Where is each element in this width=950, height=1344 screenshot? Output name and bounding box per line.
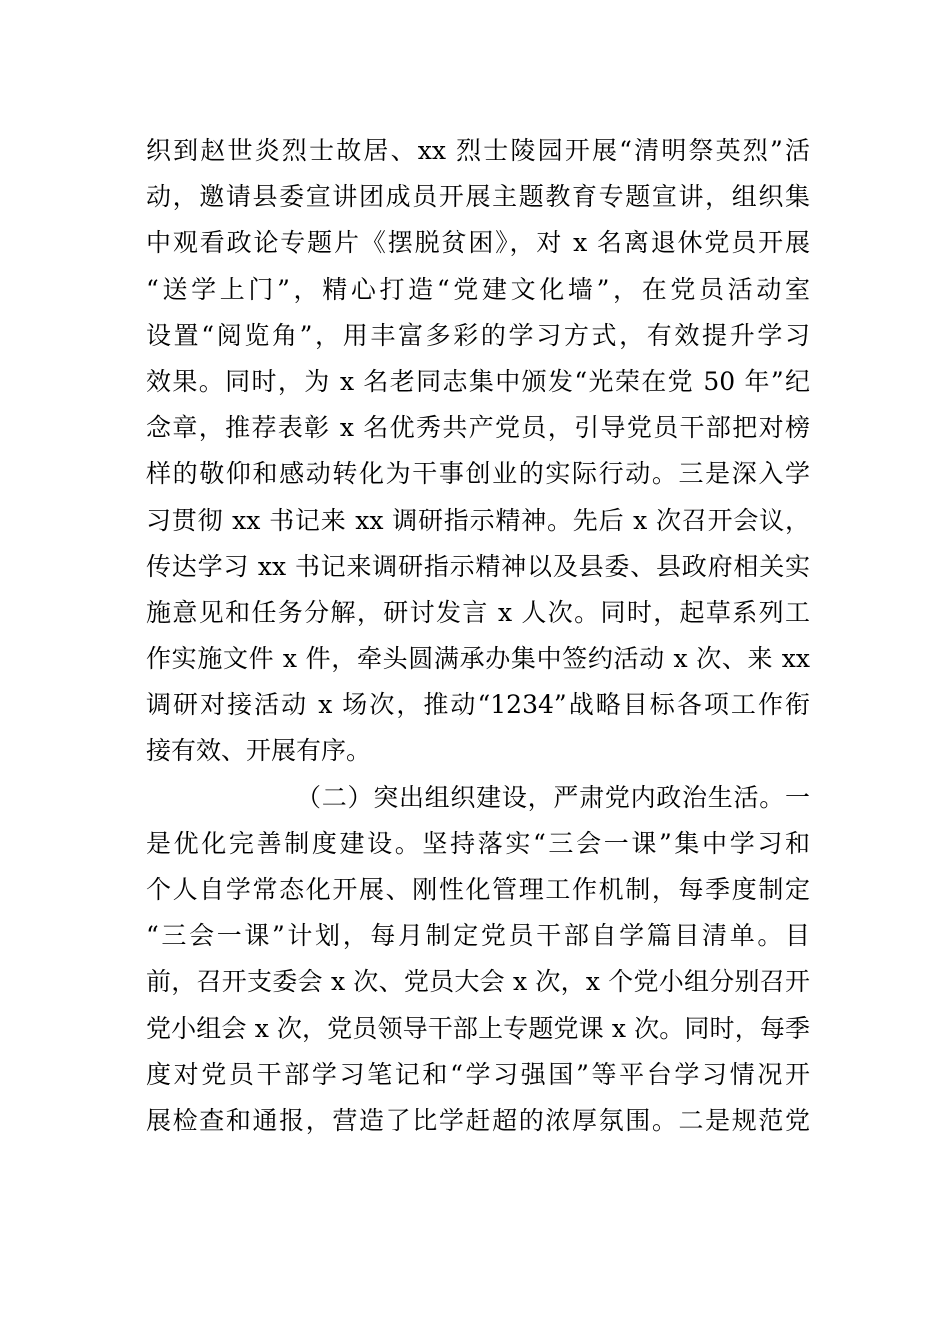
text-line: 习贯彻 xx 书记来 xx 调研指示精神。先后 x 次召开会议，: [146, 505, 810, 535]
text-line: 作实施文件 x 件，牵头圆满承办集中签约活动 x 次、来 xx: [146, 644, 810, 674]
text-line: 展检查和通报，营造了比学赶超的浓厚氛围。二是规范党: [146, 1105, 810, 1135]
text-line: 念章，推荐表彰 x 名优秀共产党员，引导党员干部把对榜: [146, 413, 810, 443]
text-line: 个人自学常态化开展、刚性化管理工作机制，每季度制定: [146, 875, 810, 904]
text-line: 前，召开支委会 x 次、党员大会 x 次，x 个党小组分别召开: [146, 967, 810, 997]
text-line: 度对党员干部学习笔记和“学习强国”等平台学习情况开: [146, 1059, 810, 1089]
text-line: 党小组会 x 次，党员领导干部上专题党课 x 次。同时，每季: [146, 1013, 810, 1043]
text-line: “三会一课”计划，每月制定党员干部自学篇目清单。目: [146, 921, 810, 951]
text-line: 效果。同时，为 x 名老同志集中颁发“光荣在党 50 年”纪: [146, 366, 810, 396]
text-line: “送学上门”，精心打造“党建文化墙”，在党员活动室: [146, 274, 810, 304]
text-line: 设置“阅览角”，用丰富多彩的学习方式，有效提升学习: [146, 320, 810, 350]
text-line: 传达学习 xx 书记来调研指示精神以及县委、县政府相关实: [146, 551, 810, 581]
body-text: [146, 128, 810, 1144]
text-line: 调研对接活动 x 场次，推动“1234”战略目标各项工作衔: [146, 690, 810, 720]
text-line: 施意见和任务分解，研讨发言 x 人次。同时，起草系列工: [146, 597, 810, 627]
section-heading-line: （二）突出组织建设，严肃党内政治生活。一: [296, 782, 810, 812]
text-line: 是优化完善制度建设。坚持落实“三会一课”集中学习和: [146, 828, 810, 858]
text-line: 动，邀请县委宣讲团成员开展主题教育专题宣讲，组织集: [146, 182, 810, 212]
text-line: 样的敬仰和感动转化为干事创业的实际行动。三是深入学: [146, 459, 810, 489]
text-line: 中观看政论专题片《摆脱贫困》，对 x 名离退休党员开展: [146, 228, 810, 258]
paragraph-end-line: 接有效、开展有序。: [146, 736, 372, 766]
text-line: 织到赵世炎烈士故居、xx 烈士陵园开展“清明祭英烈”活: [146, 136, 810, 165]
